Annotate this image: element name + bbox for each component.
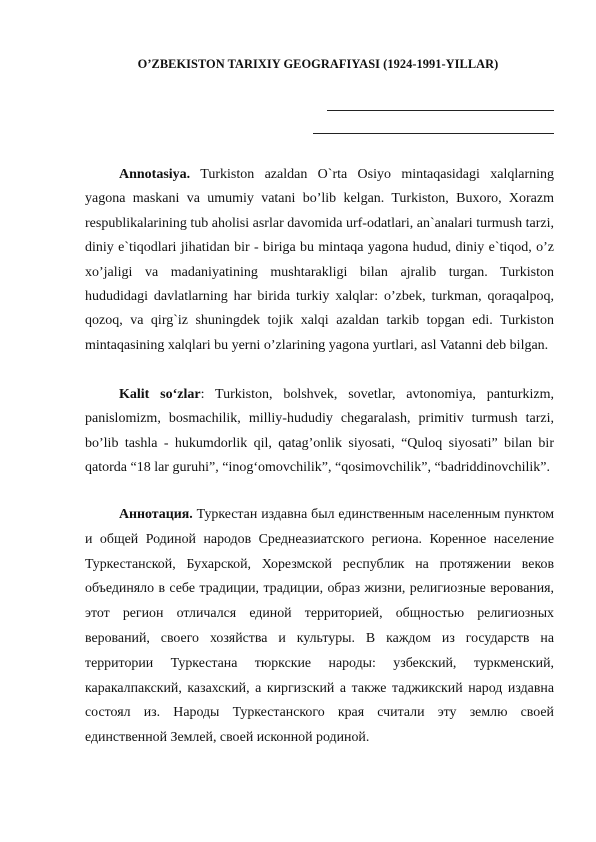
keywords-uz-label: Kalit so‘zlar	[119, 387, 201, 402]
author-line	[327, 110, 554, 111]
annotation-uz-paragraph	[85, 163, 554, 358]
annotation-ru-paragraph	[85, 503, 554, 751]
affiliation-line	[313, 133, 554, 134]
document-title: O’ZBEKISTON TARIXIY GEOGRAFIYASI (1924-1991-YILLAR)	[137, 57, 499, 71]
annotation-uz-text: Turkiston azaldan O`rta Osiyo mintaqasidagi xalqlarning yagona maskani va umumiy vatani bo’lib kelgan. Turkiston, Buxoro, Xorazm respublikalarining tub aholisi asrlar davomida urf-odatlari, an`analari turmush tarzi, diniy e`tiqodlari jihatidan bir - biriga bu mintaqa yagona hudud, diniy e`tiqod, o’z xo’jaligi va madaniyatining mushtarakligi bilan ajralib turgan. Turkiston hududidagi davlatlarning har birida turkiy xalqlar: o’zbek, turkman, qoraqalpoq, qozoq, va qirg`iz shuningdek tojik xalqi azaldan tarkib topgan edi. Turkiston mintaqasining xalqlari bu yerni o’zlarining yagona yurtlari, asl Vatanni deb bilgan.	[85, 167, 554, 353]
annotation-ru-text: Туркестан издавна был единственным населенным пунктом и общей Родиной народов Среднеазиатского региона. Коренное население Туркестанской, Бухарской, Хорезмской республик на протяжении веков объединяло в себе традиции, традиции, образ жизни, религиозные верования, этот регион отличался единой территорией, общностью религиозных верований, своего хозяйства и культуры. В каждом из государств на территории Туркестана тюркские народы: узбекский, туркменский, каракалпакский, казахский, а киргизский а также таджикский народ издавна состоял из. Народы Туркестанского края считали эту землю своей единственной Землей, своей исконной родиной.	[85, 507, 554, 746]
keywords-uz-paragraph	[85, 383, 554, 481]
annotation-uz-label: Annotasiya.	[119, 167, 191, 182]
annotation-ru-label: Аннотация.	[119, 507, 193, 522]
keywords-uz-text: : Turkiston, bolshvek, sovetlar, avtonomiya, panturkizm, panislomizm, bosmachilik, milliy-hududiy chegaralash, primitiv turmush tarzi, bo’lib tashla - hukumdorlik qil, qatag’onlik siyosati, “Quloq siyosati” bilan bir qatorda “18 lar guruhi”, “inog‘omovchilik”, “qosimovchilik”, “badriddinovchilik”.	[85, 387, 554, 476]
